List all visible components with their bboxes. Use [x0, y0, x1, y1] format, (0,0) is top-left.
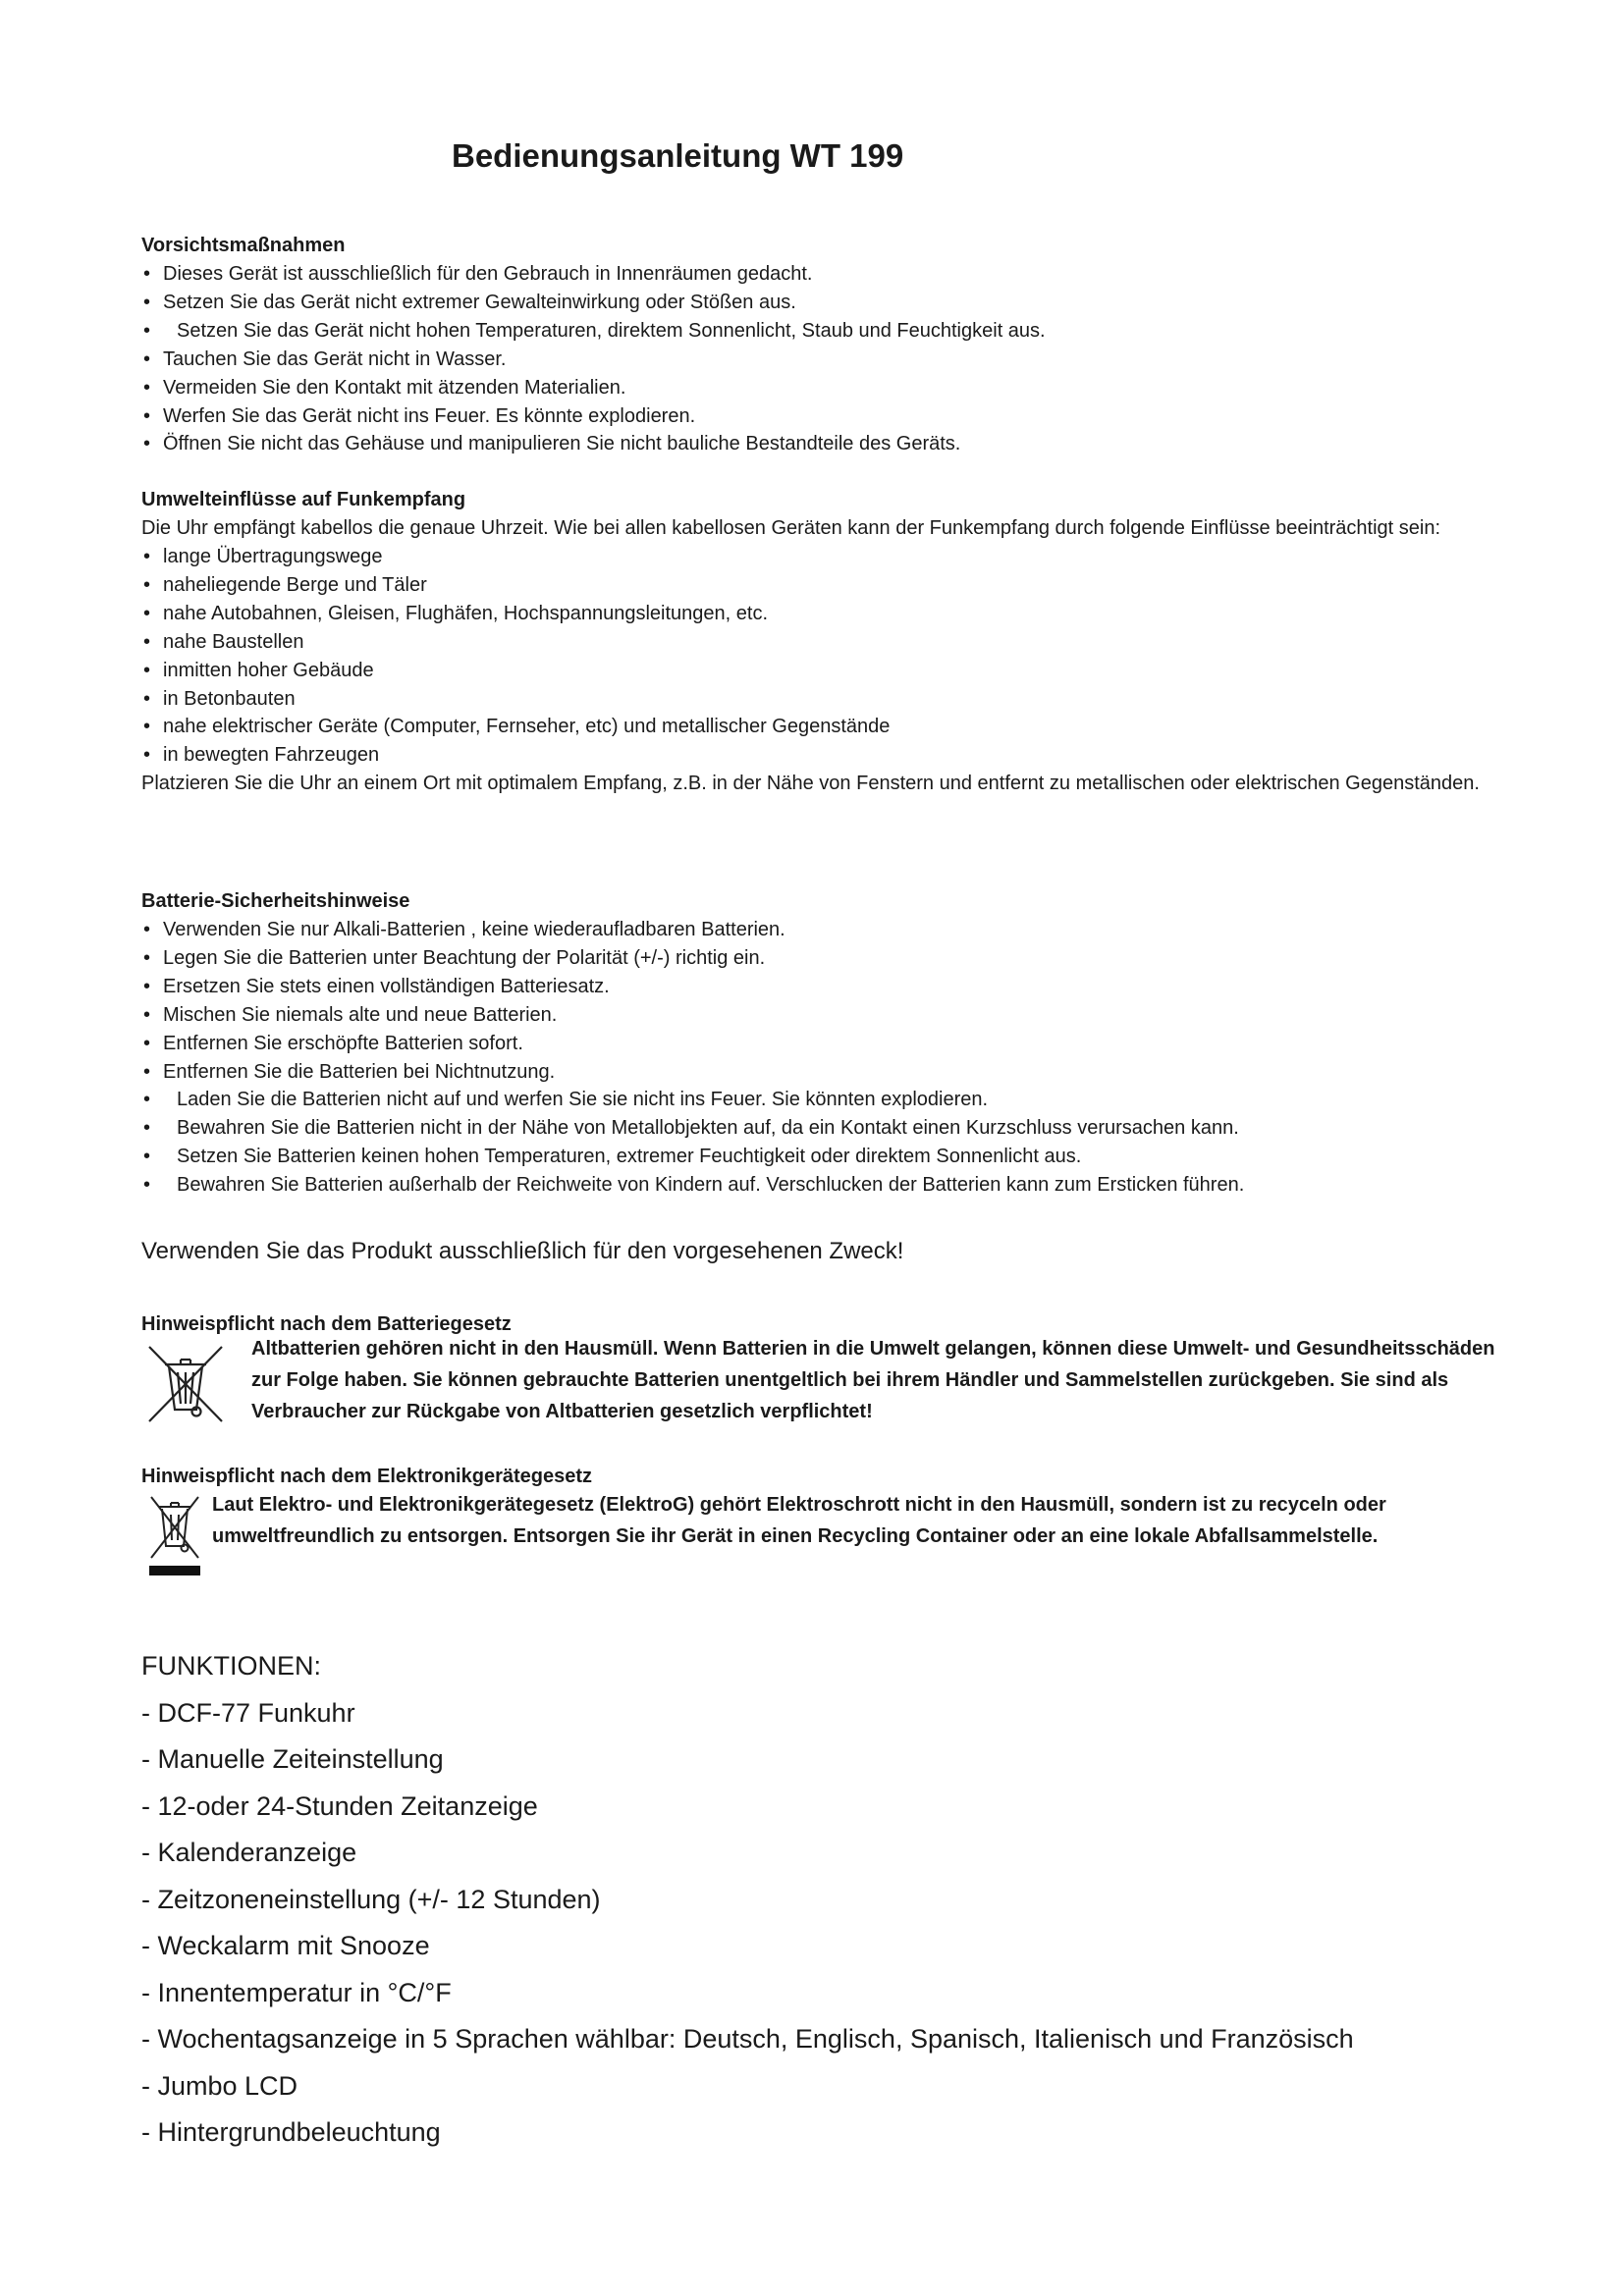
list-item: - Jumbo LCD [141, 2070, 298, 2101]
list-item: - Wochentagsanzeige in 5 Sprachen wählbar: Deutsch, Englisch, Spanisch, Italienisch und Französisch [141, 2024, 1354, 2054]
list-item: • Entfernen Sie erschöpfte Batterien sofort. [141, 1030, 1496, 1058]
precautions-heading: Vorsichtsmaßnahmen [141, 235, 346, 256]
electronics-law-heading: Hinweispflicht nach dem Elektronikgerätegesetz [141, 1466, 593, 1487]
list-item: - Innentemperatur in °C/°F [141, 1977, 452, 2007]
page-title: Bedienungsanleitung WT 199 [452, 137, 904, 174]
battery-list [141, 916, 1496, 1200]
list-item: • Entfernen Sie die Batterien bei Nichtnutzung. [141, 1058, 1496, 1087]
reception-intro: Die Uhr empfängt kabellos die genaue Uhrzeit. Wie bei allen kabellosen Geräten kann der Funkempfang durch folgende Einflüsse beeinträchtigt sein: [141, 517, 1441, 539]
list-item: • Laden Sie die Batterien nicht auf und werfen Sie sie nicht ins Feuer. Sie könnten explodieren. [141, 1086, 1496, 1114]
list-item: - Hintergrundbeleuchtung [141, 2117, 441, 2147]
list-item: • Mischen Sie niemals alte und neue Batterien. [141, 1001, 1496, 1030]
functions-section [141, 1643, 1354, 2157]
list-item: • Vermeiden Sie den Kontakt mit ätzenden Materialien. [141, 374, 1496, 402]
electronics-law-section [141, 1463, 1496, 1582]
list-item: - Manuelle Zeiteinstellung [141, 1744, 444, 1774]
reception-heading: Umwelteinflüsse auf Funkempfang [141, 489, 466, 510]
reception-section [141, 486, 1496, 798]
list-item: • lange Übertragungswege [141, 543, 1496, 571]
list-item: • Setzen Sie Batterien keinen hohen Temperaturen, extremer Feuchtigkeit oder direktem Sonnenlicht aus. [141, 1143, 1496, 1171]
precautions-section [141, 232, 1496, 458]
list-item: • Bewahren Sie Batterien außerhalb der Reichweite von Kindern auf. Verschlucken der Batterien kann zum Ersticken führen. [141, 1171, 1496, 1200]
weee-bin-icon [145, 1493, 204, 1582]
list-item: - 12-oder 24-Stunden Zeitanzeige [141, 1790, 538, 1821]
battery-law-heading: Hinweispflicht nach dem Batteriegesetz [141, 1313, 512, 1335]
battery-law-text: Altbatterien gehören nicht in den Hausmüll. Wenn Batterien in die Umwelt gelangen, können diese Umwelt- und Gesundheitsschäden zur Folge haben. Sie können gebrauchte Batterien unentgeltlich bei ihrem Händler und Sammelstellen zurückgeben. Sie sind als Verbraucher zur Rückgabe von Altbatterien gesetzlich verpflichtet! [251, 1338, 1495, 1422]
functions-list [141, 1690, 1354, 2157]
list-item: • nahe Autobahnen, Gleisen, Flughäfen, Hochspannungsleitungen, etc. [141, 600, 1496, 628]
reception-outro: Platzieren Sie die Uhr an einem Ort mit optimalem Empfang, z.B. in der Nähe von Fenstern und entfernt zu metallischen oder elektrischen Gegenständen. [141, 773, 1480, 795]
list-item: • Verwenden Sie nur Alkali-Batterien , keine wiederaufladbaren Batterien. [141, 916, 1496, 944]
list-item: - Weckalarm mit Snooze [141, 1931, 430, 1960]
list-item: • Öffnen Sie nicht das Gehäuse und manipulieren Sie nicht bauliche Bestandteile des Geräts. [141, 430, 1496, 458]
usage-notice-section [141, 1237, 1496, 1266]
crossed-out-bin-icon [145, 1343, 226, 1430]
list-item: - Kalenderanzeige [141, 1838, 357, 1867]
list-item: • Legen Sie die Batterien unter Beachtung der Polarität (+/-) richtig ein. [141, 944, 1496, 973]
reception-list [141, 543, 1496, 770]
precautions-list [141, 260, 1496, 458]
list-item: • in bewegten Fahrzeugen [141, 741, 1496, 770]
list-item: • Bewahren Sie die Batterien nicht in der Nähe von Metallobjekten auf, da ein Kontakt einen Kurzschluss verursachen kann. [141, 1114, 1496, 1143]
list-item: - DCF-77 Funkuhr [141, 1697, 355, 1728]
list-item: • inmitten hoher Gebäude [141, 657, 1496, 685]
list-item: • Werfen Sie das Gerät nicht ins Feuer. Es könnte explodieren. [141, 402, 1496, 431]
battery-law-section [141, 1310, 1496, 1430]
electronics-law-text: Laut Elektro- und Elektronikgerätegesetz (ElektroG) gehört Elektroschrott nicht in den Hausmüll, sondern ist zu recyceln oder umweltfreundlich zu entsorgen. Entsorgen Sie ihr Gerät in einen Recycling Container oder an eine lokale Abfallsammelstelle. [212, 1494, 1386, 1547]
list-item: • nahe Baustellen [141, 628, 1496, 657]
list-item: • Setzen Sie das Gerät nicht extremer Gewalteinwirkung oder Stößen aus. [141, 289, 1496, 317]
list-item: • in Betonbauten [141, 685, 1496, 714]
list-item: • Ersetzen Sie stets einen vollständigen Batteriesatz. [141, 973, 1496, 1001]
list-item: • naheliegende Berge und Täler [141, 571, 1496, 600]
list-item: • Setzen Sie das Gerät nicht hohen Temperaturen, direktem Sonnenlicht, Staub und Feuchtigkeit aus. [141, 317, 1496, 346]
battery-section [141, 887, 1496, 1200]
list-item: - Zeitzoneneinstellung (+/- 12 Stunden) [141, 1884, 601, 1914]
battery-heading: Batterie-Sicherheitshinweise [141, 890, 410, 912]
usage-notice: Verwenden Sie das Produkt ausschließlich für den vorgesehenen Zweck! [141, 1238, 904, 1264]
list-item: • Tauchen Sie das Gerät nicht in Wasser. [141, 346, 1496, 374]
list-item: • Dieses Gerät ist ausschließlich für den Gebrauch in Innenräumen gedacht. [141, 260, 1496, 289]
functions-heading: FUNKTIONEN: [141, 1651, 322, 1681]
list-item: • nahe elektrischer Geräte (Computer, Fernseher, etc) und metallischer Gegenstände [141, 713, 1496, 741]
